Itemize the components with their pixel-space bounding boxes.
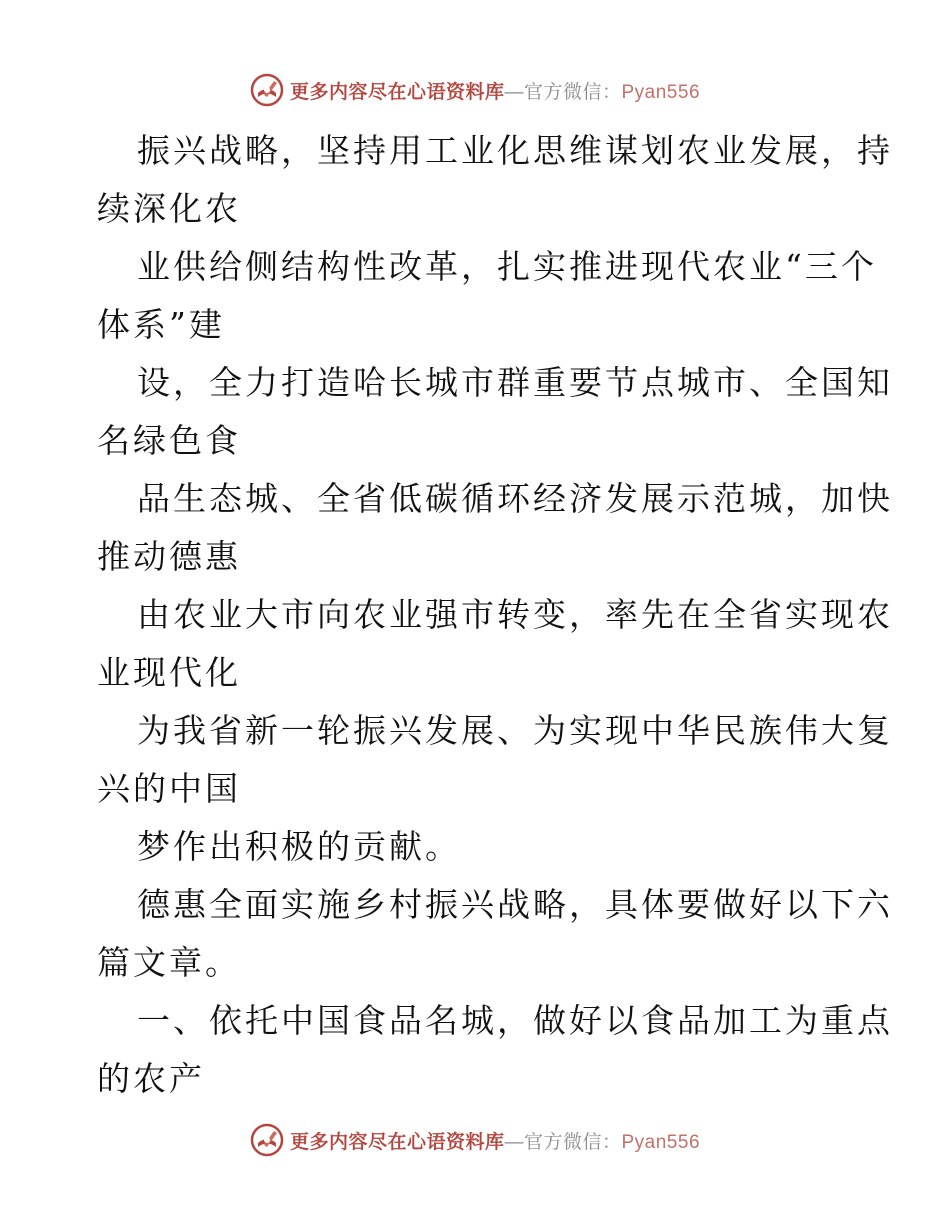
- document-body: [97, 122, 893, 1108]
- book-pen-logo-icon: [250, 1123, 284, 1157]
- watermark-dash: —: [504, 81, 524, 103]
- paragraph-line: 续深化农: [97, 189, 241, 228]
- paragraph-line: 篇文章。: [97, 943, 241, 982]
- paragraph-line: 体系”建: [97, 305, 225, 344]
- paragraph-line: 的农产: [97, 1059, 205, 1098]
- watermark-footer: [0, 1120, 950, 1160]
- paragraph-line: 由农业大市向农业强市转变，率先在全省实现农: [137, 595, 893, 634]
- watermark-sub-text: 官方微信：: [523, 81, 622, 103]
- paragraph-line: 振兴战略，坚持用工业化思维谋划农业发展，持: [137, 131, 893, 170]
- paragraph-line: 业现代化: [97, 653, 241, 692]
- paragraph-line: 梦作出积极的贡献。: [137, 827, 461, 866]
- paragraph-line: 德惠全面实施乡村振兴战略，具体要做好以下六: [137, 885, 893, 924]
- watermark-main-text: 更多内容尽在心语资料库: [289, 81, 505, 103]
- watermark-header: [0, 70, 950, 110]
- paragraph-line: 名绿色食: [97, 421, 241, 460]
- paragraph-line: 设，全力打造哈长城市群重要节点城市、全国知: [137, 363, 893, 402]
- paragraph-line: 一、依托中国食品名城，做好以食品加工为重点: [137, 1001, 893, 1040]
- book-pen-logo-icon: [250, 73, 284, 107]
- paragraph-line: 推动德惠: [97, 537, 241, 576]
- watermark-handle: Pyan556: [621, 1131, 701, 1153]
- watermark-dash: —: [504, 1131, 524, 1153]
- watermark-main-text: 更多内容尽在心语资料库: [289, 1131, 505, 1153]
- paragraph-line: 兴的中国: [97, 769, 241, 808]
- watermark-sub-text: 官方微信：: [523, 1131, 622, 1153]
- paragraph-line: 为我省新一轮振兴发展、为实现中华民族伟大复: [137, 711, 893, 750]
- paragraph-line: 品生态城、全省低碳循环经济发展示范城，加快: [137, 479, 893, 518]
- watermark-handle: Pyan556: [621, 81, 701, 103]
- paragraph-line: 业供给侧结构性改革，扎实推进现代农业“三个: [137, 247, 877, 286]
